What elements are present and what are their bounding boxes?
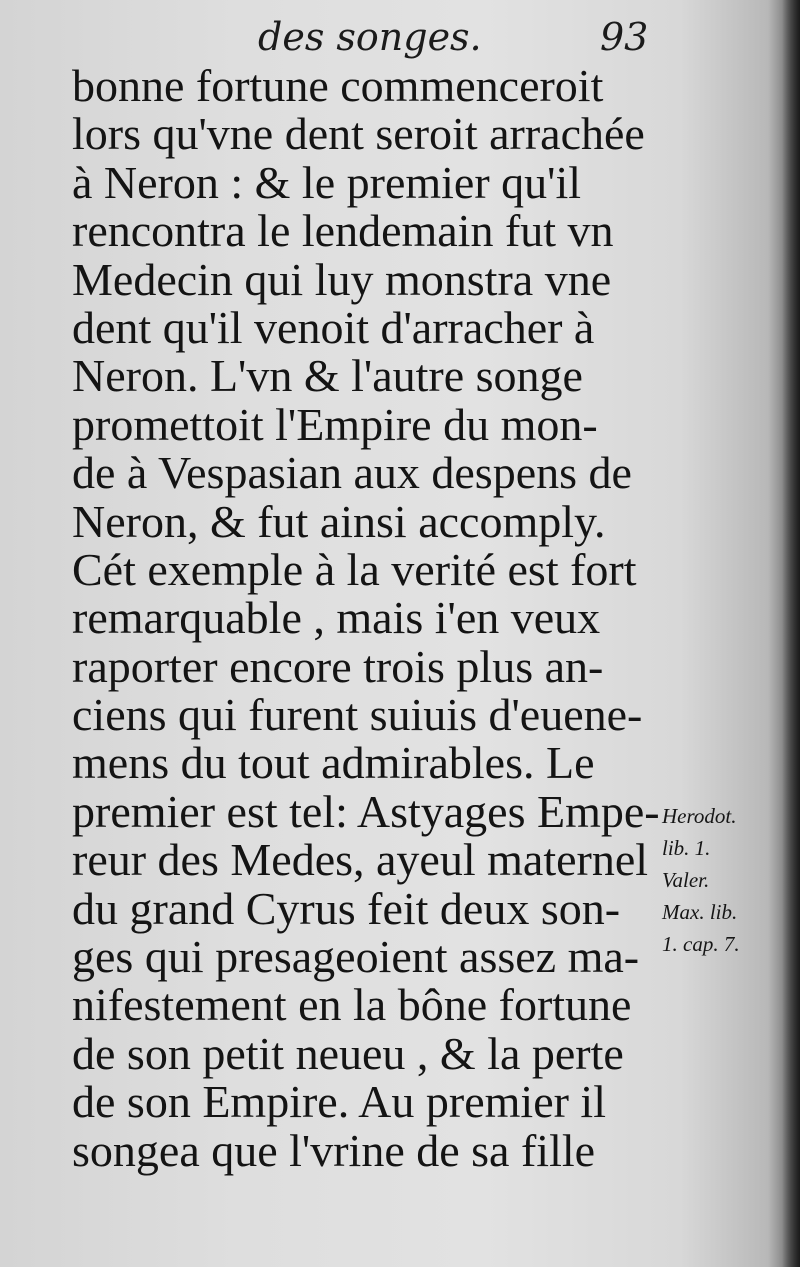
- margin-note-line: Max. lib.: [662, 900, 738, 924]
- text-line: mens du tout admirables. Le: [72, 737, 595, 789]
- text-line: ciens qui furent suiuis d'euene-: [72, 689, 643, 741]
- margin-note-line: lib. 1.: [662, 836, 711, 860]
- text-line: à Neron : & le premier qu'il: [72, 156, 582, 208]
- text-line: premier est tel: Astyages Empe-: [72, 785, 660, 837]
- text-line: dent qu'il venoit d'arracher à: [72, 301, 595, 353]
- margin-note-line: Herodot.: [662, 804, 737, 828]
- text-line: Cét exemple à la verité est fort: [72, 543, 637, 595]
- margin-note-line: Valer.: [662, 868, 710, 892]
- text-line: du grand Cyrus feit deux son-: [72, 882, 621, 934]
- page-edge-shadow: [782, 0, 800, 1267]
- text-line: remarquable , mais i'en veux: [72, 592, 601, 644]
- body-text: [72, 62, 662, 1175]
- text-line: rencontra le lendemain fut vn: [72, 205, 614, 257]
- text-line: de à Vespasian aux despens de: [72, 447, 632, 499]
- text-line: Neron. L'vn & l'autre songe: [72, 350, 583, 402]
- margin-note-line: 1. cap. 7.: [662, 932, 740, 956]
- page-number: 93: [600, 15, 649, 59]
- text-line: nifestement en la bône fortune: [72, 979, 632, 1031]
- text-line: Medecin qui luy monstra vne: [72, 253, 612, 305]
- text-line: songea que l'vrine de sa fille: [72, 1124, 596, 1176]
- margin-note: [662, 800, 782, 960]
- text-line: ges qui presageoient assez ma-: [72, 931, 640, 983]
- text-line: Neron, & fut ainsi accomply.: [72, 495, 606, 547]
- text-line: raporter encore trois plus an-: [72, 640, 604, 692]
- page-header: [0, 12, 800, 62]
- running-title: des songes.: [258, 15, 482, 59]
- text-line: promettoit l'Empire du mon-: [72, 398, 598, 450]
- text-line: reur des Medes, ayeul maternel: [72, 834, 649, 886]
- text-line: bonne fortune commenceroit: [72, 60, 604, 111]
- text-line: de son petit neueu , & la perte: [72, 1027, 624, 1079]
- text-line: lors qu'vne dent seroit arrachée: [72, 108, 645, 160]
- text-line: de son Empire. Au premier il: [72, 1076, 606, 1128]
